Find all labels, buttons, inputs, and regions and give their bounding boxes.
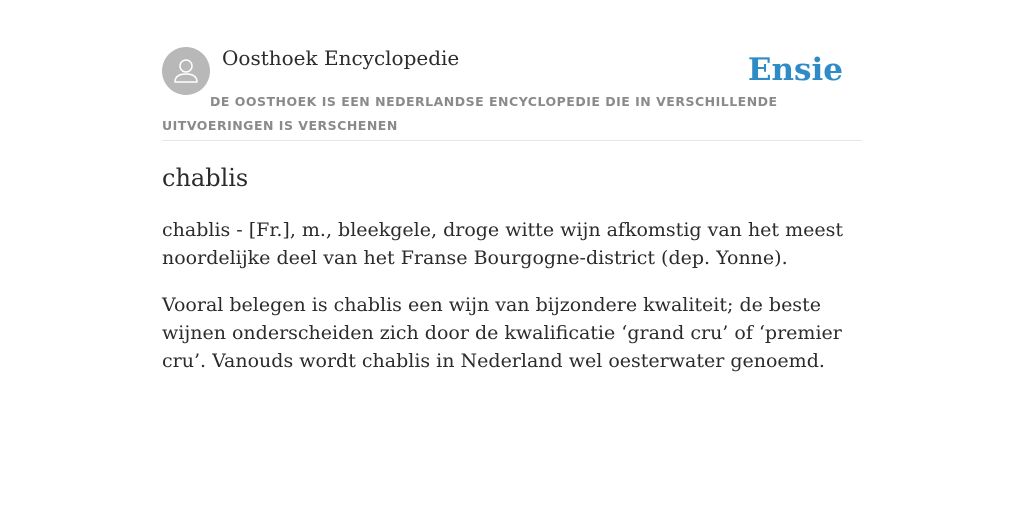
entry-paragraph: chablis - [Fr.], m., bleekgele, droge witte wijn afkomstig van het meest noordelijke deel van het Franse Bourgogne-district (dep. Yonne). [162,219,843,269]
entry-paragraph: Vooral belegen is chablis een wijn van bijzondere kwaliteit; de beste wijnen onderscheiden zich door de kwalificatie ‘grand cru’ of ‘premier cru’. Vanouds wordt chablis in Nederland wel oesterwater genoemd. [162,294,842,372]
person-icon [162,47,210,95]
source-avatar[interactable] [162,47,210,95]
entry-content [162,160,862,375]
source-header [162,44,862,141]
entry-title: chablis [162,164,249,192]
ensie-logo-link[interactable]: Ensie [747,52,843,88]
source-description: DE OOSTHOEK IS EEN NEDERLANDSE ENCYCLOPEDIE DIE IN VERSCHILLENDE UITVOERINGEN IS VERSCHENEN [162,94,778,133]
source-name[interactable]: Oosthoek Encyclopedie [222,46,460,70]
